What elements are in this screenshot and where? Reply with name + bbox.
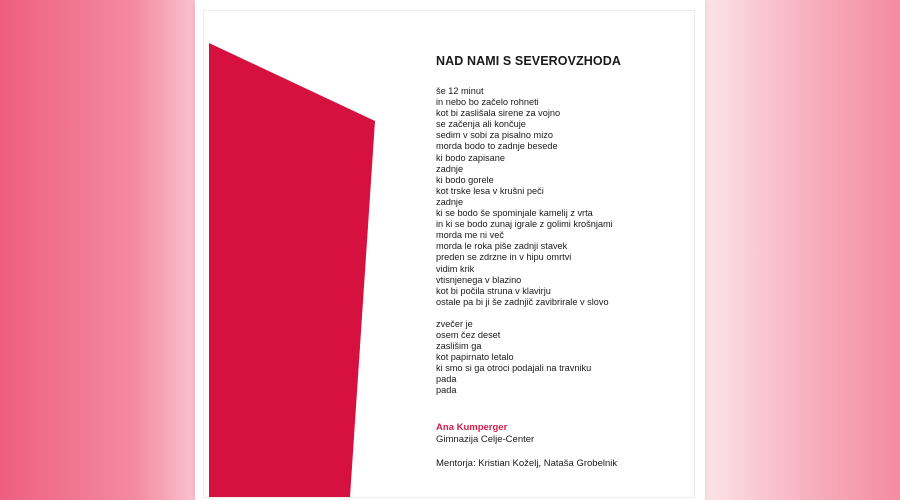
poem-line: zadnje <box>436 163 464 174</box>
poem-line: kot bi zaslišala sirene za vojno <box>436 108 561 119</box>
poem-line: ostale pa bi ji še zadnjič zavibrirale v slovo <box>436 296 609 307</box>
poem-line: vidim krik <box>436 263 475 274</box>
poem-line: še 12 minut <box>436 86 484 96</box>
poem-stanza-1 <box>436 86 696 308</box>
poem-title: NAD NAMI S SEVEROVZHODA <box>436 54 621 68</box>
poem-line: in nebo bo začelo rohneti <box>436 97 539 108</box>
poem-line: ki bodo gorele <box>436 174 494 185</box>
poem-line: morda le roka piše zadnji stavek <box>436 241 568 252</box>
mentors-line: Mentorja: Kristian Koželj, Nataša Grobelnik <box>436 457 618 469</box>
author-name: Ana Kumperger <box>436 421 508 433</box>
poem-line: osem čez deset <box>436 329 501 340</box>
school-name: Gimnazija Celje-Center <box>436 433 535 445</box>
poem-line: in ki se bodo zunaj igrale z golimi krošnjami <box>436 219 613 230</box>
poem-line: zaslišim ga <box>436 341 482 352</box>
poem-line: morda bodo to zadnje besede <box>436 141 558 152</box>
poem-line: vtisnjenega v blazino <box>436 274 522 285</box>
poem-line: kot bi počila struna v klavirju <box>436 285 551 296</box>
poem-block <box>436 54 696 470</box>
poem-line: kot trske lesa v krušni peči <box>436 185 544 196</box>
poem-line: zadnje <box>436 196 464 207</box>
poem-line: zvečer je <box>436 318 473 329</box>
poem-line: sedim v sobi za pisalno mizo <box>436 130 553 141</box>
poem-line: pada <box>436 385 457 396</box>
poem-line: ki se bodo še spominjale kamelij z vrta <box>436 208 593 219</box>
poem-stanza-2 <box>436 319 696 397</box>
poem-line: ki bodo zapisane <box>436 152 505 163</box>
poem-line: se začenja ali končuje <box>436 119 526 130</box>
poem-line: kot papirnato letalo <box>436 352 514 363</box>
poem-line: ki smo si ga otroci podajali na travniku <box>436 363 592 374</box>
poem-line: preden se zdrzne in v hipu omrtvi <box>436 252 572 263</box>
poem-line: morda me ni več <box>436 230 504 241</box>
poem-line: pada <box>436 374 457 385</box>
